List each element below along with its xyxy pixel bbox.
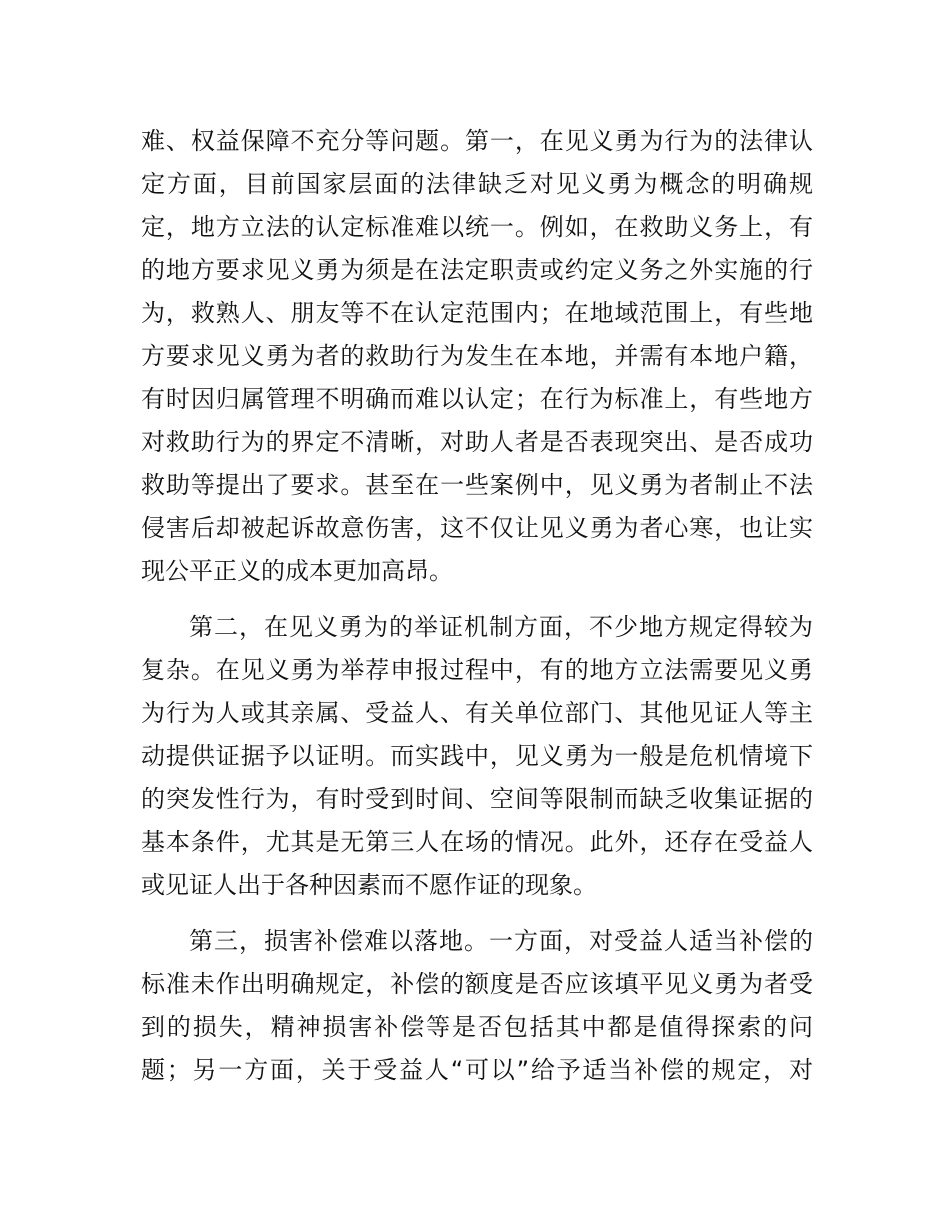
paragraph-2: [141, 606, 813, 907]
paragraph-line: 方要求见义勇为者的救助行为发生在本地，并需有本地户籍，: [141, 342, 813, 370]
paragraph-line: 动提供证据予以证明。而实践中，见义勇为一般是危机情境下: [141, 742, 813, 770]
paragraph-line: 复杂。在见义勇为举荐申报过程中，有的地方立法需要见义勇: [141, 656, 813, 684]
paragraph-line: 的突发性行为，有时受到时间、空间等限制而缺乏收集证据的: [141, 785, 813, 813]
paragraph-line: 或见证人出于各种因素而不愿作证的现象。: [141, 871, 597, 899]
paragraph-line: 现公平正义的成本更加高昂。: [141, 557, 453, 585]
paragraph-line: 标准未作出明确规定，补偿的额度是否应该填平见义勇为者受: [141, 970, 813, 998]
paragraph-line: 对救助行为的界定不清晰，对助人者是否表现突出、是否成功: [141, 428, 813, 456]
paragraph-3: [141, 920, 813, 1092]
paragraph-line: 定方面，目前国家层面的法律缺乏对见义勇为概念的明确规: [141, 170, 813, 198]
paragraph-line: 的地方要求见义勇为须是在法定职责或约定义务之外实施的行: [141, 256, 813, 284]
paragraph-line: 题；另一方面，关于受益人“可以”给予适当补偿的规定，对: [141, 1056, 813, 1084]
paragraph-line: 难、权益保障不充分等问题。第一，在见义勇为行为的法律认: [141, 127, 813, 155]
paragraph-line: 第二，在见义勇为的举证机制方面，不少地方规定得较为: [189, 613, 813, 641]
paragraph-line: 救助等提出了要求。甚至在一些案例中，见义勇为者制止不法: [141, 471, 813, 499]
paragraph-line: 为行为人或其亲属、受益人、有关单位部门、其他见证人等主: [141, 699, 813, 727]
paragraph-line: 定，地方立法的认定标准难以统一。例如，在救助义务上，有: [141, 213, 813, 241]
paragraph-line: 为，救熟人、朋友等不在认定范围内；在地域范围上，有些地: [141, 299, 813, 327]
paragraph-line: 到的损失，精神损害补偿等是否包括其中都是值得探索的问: [141, 1013, 813, 1041]
paragraph-line: 有时因归属管理不明确而难以认定；在行为标准上，有些地方: [141, 385, 813, 413]
paragraph-line: 基本条件，尤其是无第三人在场的情况。此外，还存在受益人: [141, 828, 813, 856]
paragraph-1: [141, 120, 813, 593]
paragraph-line: 第三，损害补偿难以落地。一方面，对受益人适当补偿的: [189, 927, 813, 955]
paragraph-line: 侵害后却被起诉故意伤害，这不仅让见义勇为者心寒，也让实: [141, 514, 813, 542]
